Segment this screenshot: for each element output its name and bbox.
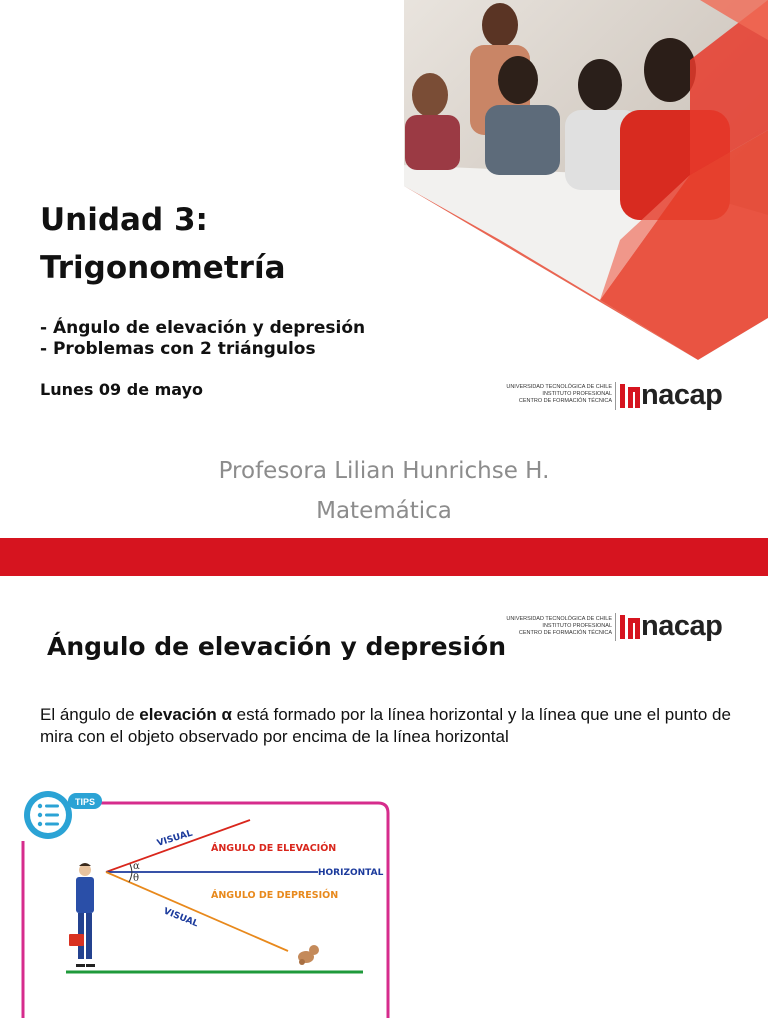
student-figure: [498, 56, 538, 104]
student-figure: [578, 59, 622, 111]
list-icon: [24, 791, 72, 839]
tagline-line: INSTITUTO PROFESIONAL: [542, 391, 612, 397]
subject-name: Matemática: [316, 498, 452, 524]
definition-text: [40, 704, 740, 748]
tagline-line: CENTRO DE FORMACIÓN TÉCNICA: [518, 398, 612, 404]
content-slide: [0, 576, 768, 1024]
student-figure: [482, 3, 518, 47]
slide-separator-bar: [0, 538, 768, 576]
slide-title: Ángulo de elevación y depresión: [47, 632, 507, 661]
logo-divider: [615, 613, 616, 641]
inacap-wordmark: nacap: [641, 610, 723, 642]
definition-text-end: está formado por la línea horizontal y la línea que une el punto de mira con el objeto observado por encima de la línea horizontal: [40, 705, 731, 746]
institution-tagline: [496, 384, 612, 405]
slide-title: [40, 196, 286, 292]
elevation-angle-label: ÁNGULO DE ELEVACIÓN: [211, 843, 337, 854]
institution-tagline: [496, 616, 612, 637]
tagline-line: UNIVERSIDAD TECNOLÓGICA DE CHILE: [506, 384, 612, 390]
horizontal-label: HORIZONTAL: [318, 868, 384, 878]
student-figure: [412, 73, 448, 117]
theta-symbol: θ: [133, 873, 140, 884]
teacher-name: Profesora Lilian Hunrichse H.: [218, 458, 550, 484]
tagline-line: UNIVERSIDAD TECNOLÓGICA DE CHILE: [506, 616, 612, 622]
inacap-logo-mark-icon: [620, 384, 640, 408]
definition-text-start: El ángulo de: [40, 705, 140, 724]
visual-label-top: VISUAL: [155, 828, 194, 849]
logo-divider: [615, 382, 616, 410]
diagram-frame: [68, 803, 388, 1018]
class-date: Lunes 09 de mayo: [40, 380, 204, 399]
angle-arc: [129, 872, 132, 882]
briefcase-icon: [69, 934, 84, 946]
inacap-logo-mark-icon: [620, 615, 640, 639]
unit-title: Unidad 3:: [40, 202, 208, 238]
definition-keyword: elevación α: [139, 705, 232, 724]
student-figure: [644, 38, 696, 102]
alpha-symbol: α: [133, 861, 140, 872]
observer-figure: [69, 863, 95, 967]
hero-photo-panel: [400, 0, 768, 360]
observed-animal-figure: [298, 945, 319, 965]
topic-item: - Ángulo de elevación y depresión: [40, 318, 366, 338]
angle-arc: [130, 864, 132, 872]
inacap-wordmark: nacap: [641, 379, 723, 411]
topic-title: Trigonometría: [40, 250, 286, 286]
depression-angle-label: ÁNGULO DE DEPRESIÓN: [211, 890, 339, 901]
tagline-line: CENTRO DE FORMACIÓN TÉCNICA: [518, 630, 612, 636]
tagline-line: INSTITUTO PROFESIONAL: [542, 623, 612, 629]
elevation-depression-diagram: [18, 786, 398, 1024]
tips-label: TIPS: [74, 797, 96, 807]
topic-item: - Problemas con 2 triángulos: [40, 339, 316, 359]
topic-list: [40, 318, 365, 360]
visual-label-bottom: VISUAL: [161, 906, 200, 930]
